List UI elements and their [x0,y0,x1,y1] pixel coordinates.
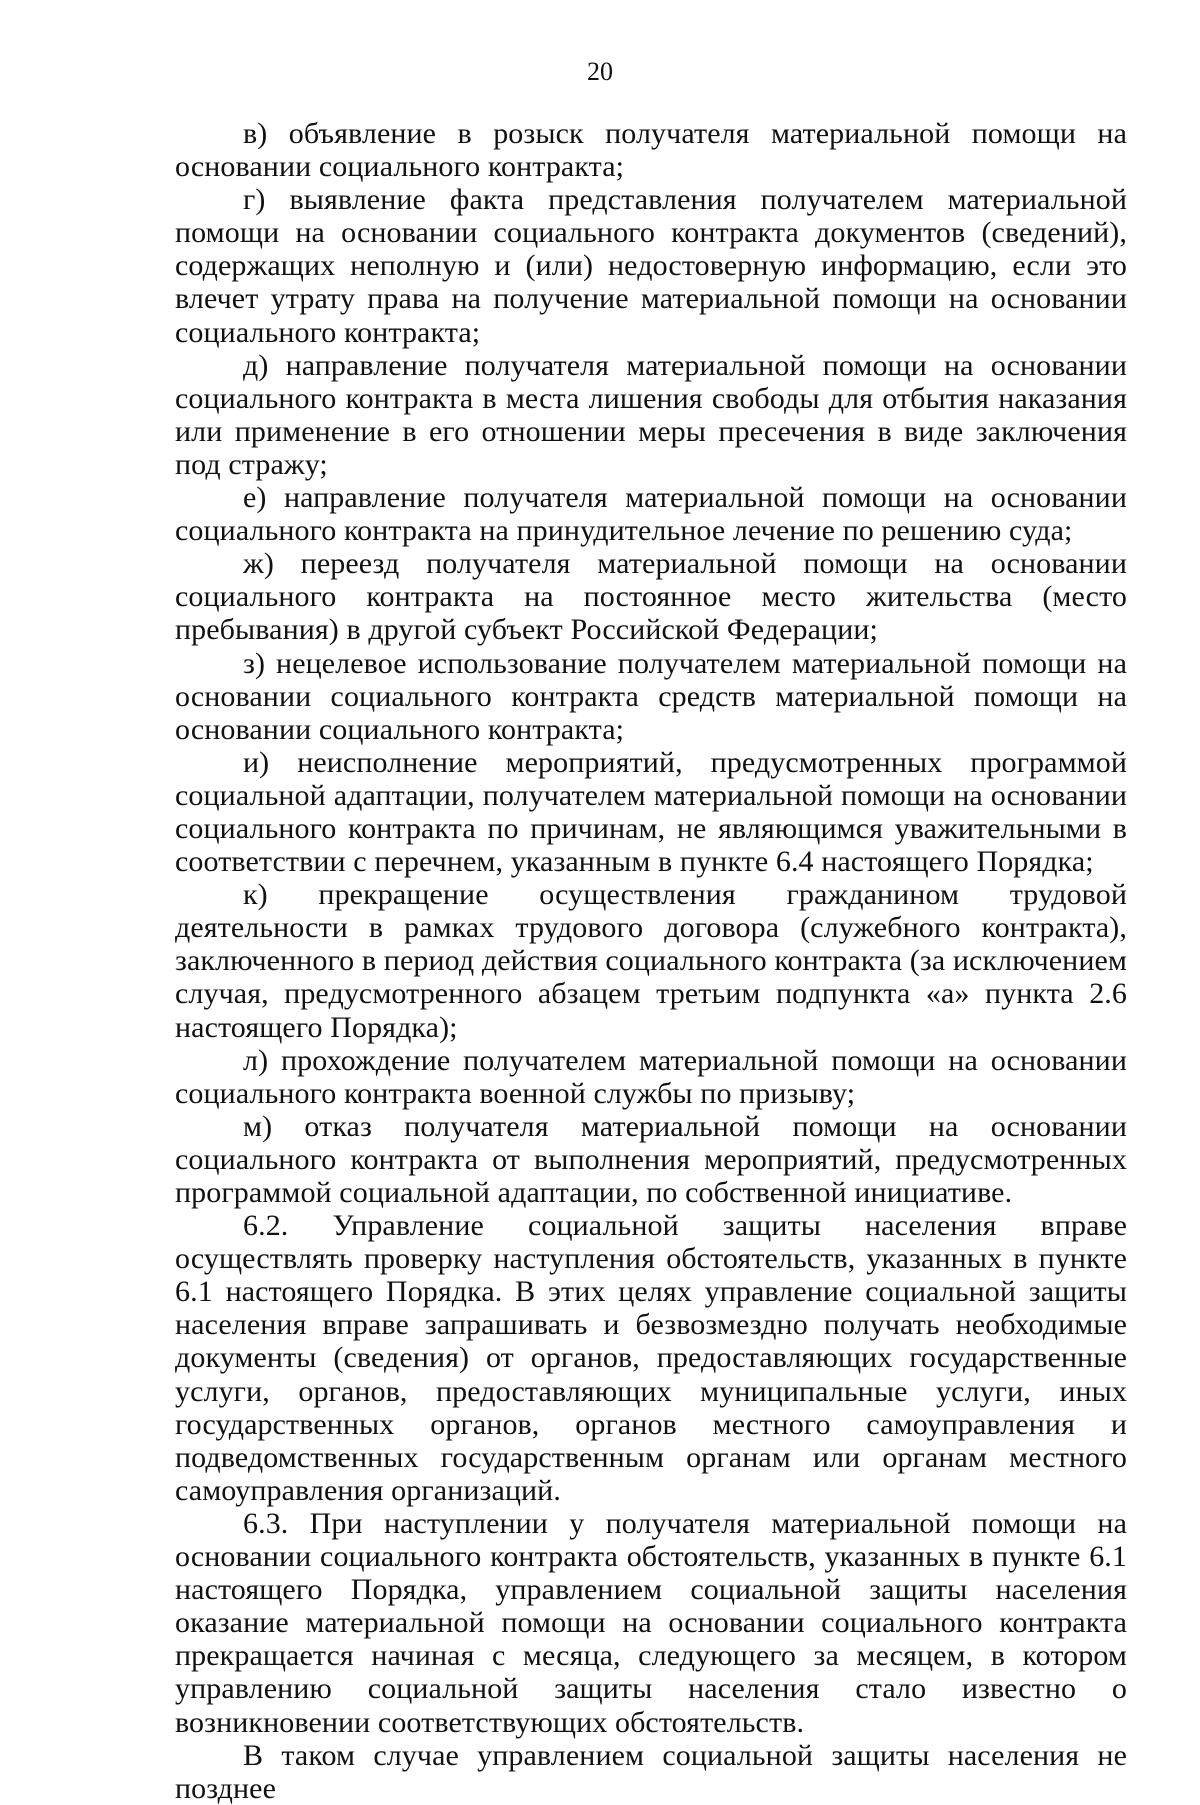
clause-g: г) выявление факта представления получателем материальной помощи на основании социального контракта документов (сведений), содержащих неполную и (или) недостоверную информацию, если это влечет утрату права на получение материальной помощи на основании социального контракта; [175,183,1127,349]
section-6-2: 6.2. Управление социальной защиты населения вправе осуществлять проверку наступления обстоятельств, указанных в пункте 6.1 настоящего Порядка. В этих целях управление социальной защиты населения вправе запрашивать и безвозмездно получать необходимые документы (сведения) от органов, предоставляющих государственные услуги, органов, предоставляющих муниципальные услуги, иных государственных органов, органов местного самоуправления и подведомственных государственным органам или органам местного самоуправления организаций. [175,1209,1127,1507]
clause-l: л) прохождение получателем материальной помощи на основании социального контракта военной службы по призыву; [175,1043,1127,1110]
clause-k: к) прекращение осуществления гражданином трудовой деятельности в рамках трудового договора (служебного контракта), заключенного в период действия социального контракта (за исключением случая, предусмотренного абзацем третьим подпункта «а» пункта 2.6 настоящего Порядка); [175,878,1127,1044]
clause-z: з) нецелевое использование получателем материальной помощи на основании социального контракта средств материальной помощи на основании социального контракта; [175,646,1127,746]
clause-v: в) объявление в розыск получателя материальной помощи на основании социального контракта; [175,117,1127,184]
page-number: 20 [587,57,613,86]
clause-e: е) направление получателя материальной помощи на основании социального контракта на принудительное лечение по решению суда; [175,481,1127,548]
clause-i: и) неисполнение мероприятий, предусмотренных программой социальной адаптации, получателем материальной помощи на основании социального контракта по причинам, не являющимся уважительными в соответствии с перечнем, указанным в пункте 6.4 настоящего Порядка; [175,745,1127,879]
clause-m: м) отказ получателя материальной помощи на основании социального контракта от выполнения мероприятий, предусмотренных программой социальной адаптации, по собственной инициативе. [175,1109,1127,1209]
section-6-3: 6.3. При наступлении у получателя материальной помощи на основании социального контракта обстоятельств, указанных в пункте 6.1 настоящего Порядка, управлением социальной защиты населения оказание материальной помощи на основании социального контракта прекращается начиная с месяца, следующего за месяцем, в котором управлению социальной защиты населения стало известно о возникновении соответствующих обстоятельств. [175,1506,1127,1739]
section-6-3-continuation: В таком случае управлением социальной защиты населения не позднее [175,1738,1127,1805]
clause-d: д) направление получателя материальной помощи на основании социального контракта в места лишения свободы для отбытия наказания или применение в его отношении меры пресечения в виде заключения под стражу; [175,348,1127,481]
document-body [175,117,1127,1805]
clause-zh: ж) переезд получателя материальной помощи на основании социального контракта на постоянное место жительства (место пребывания) в другой субъект Российской Федерации; [175,547,1127,647]
